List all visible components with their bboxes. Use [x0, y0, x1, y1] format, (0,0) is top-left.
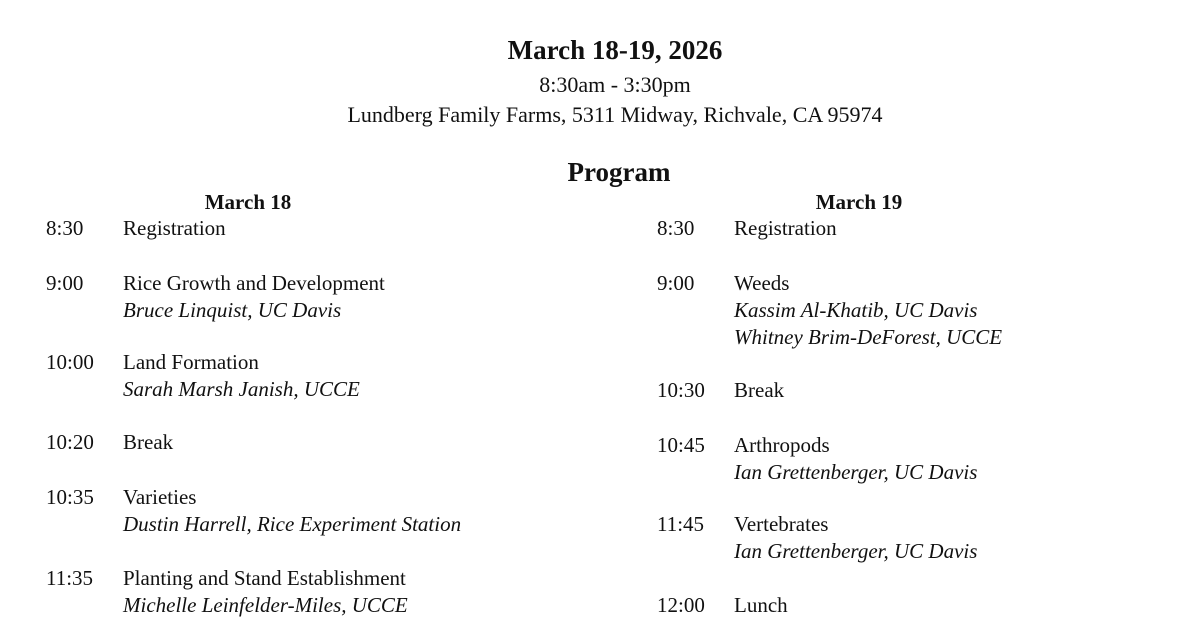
session-time: 10:00 [46, 350, 94, 374]
event-date: March 18-19, 2026 [507, 35, 723, 65]
session-title: Varieties [123, 485, 197, 509]
event-time: 8:30am - 3:30pm [539, 72, 691, 97]
event-location: Lundberg Family Farms, 5311 Midway, Richvale, CA 95974 [347, 102, 883, 127]
session-title: Break [123, 430, 174, 454]
day-heading: March 18 [204, 190, 292, 214]
session-time: 8:30 [657, 216, 695, 240]
session-speaker: Sarah Marsh Janish, UCCE [123, 377, 360, 401]
session-time: 9:00 [657, 271, 695, 295]
session-speaker: Ian Grettenberger, UC Davis [734, 539, 978, 563]
session-speaker: Whitney Brim-DeForest, UCCE [734, 325, 1003, 349]
session-title: Lunch [734, 593, 788, 617]
program-title: Program [567, 157, 671, 187]
session-time: 11:35 [46, 566, 94, 590]
session-time: 8:30 [46, 216, 84, 240]
session-time: 11:45 [657, 512, 705, 536]
session-title: Arthropods [734, 433, 830, 457]
session-title: Registration [734, 216, 837, 240]
session-speaker: Kassim Al-Khatib, UC Davis [734, 298, 978, 322]
session-title: Registration [123, 216, 226, 240]
session-speaker: Ian Grettenberger, UC Davis [734, 460, 978, 484]
session-speaker: Dustin Harrell, Rice Experiment Station [123, 512, 462, 536]
session-time: 9:00 [46, 271, 84, 295]
session-time: 12:00 [657, 593, 705, 617]
session-title: Rice Growth and Development [123, 271, 385, 295]
session-title: Vertebrates [734, 512, 829, 536]
session-speaker: Michelle Leinfelder-Miles, UCCE [123, 593, 408, 617]
session-time: 10:45 [657, 433, 705, 457]
session-title: Planting and Stand Establishment [123, 566, 406, 590]
session-speaker: Bruce Linquist, UC Davis [123, 298, 342, 322]
session-time: 10:30 [657, 378, 705, 402]
session-time: 10:35 [46, 485, 94, 509]
session-title: Weeds [734, 271, 790, 295]
day-heading: March 19 [815, 190, 903, 214]
session-title: Land Formation [123, 350, 259, 374]
session-time: 10:20 [46, 430, 94, 454]
session-title: Break [734, 378, 785, 402]
